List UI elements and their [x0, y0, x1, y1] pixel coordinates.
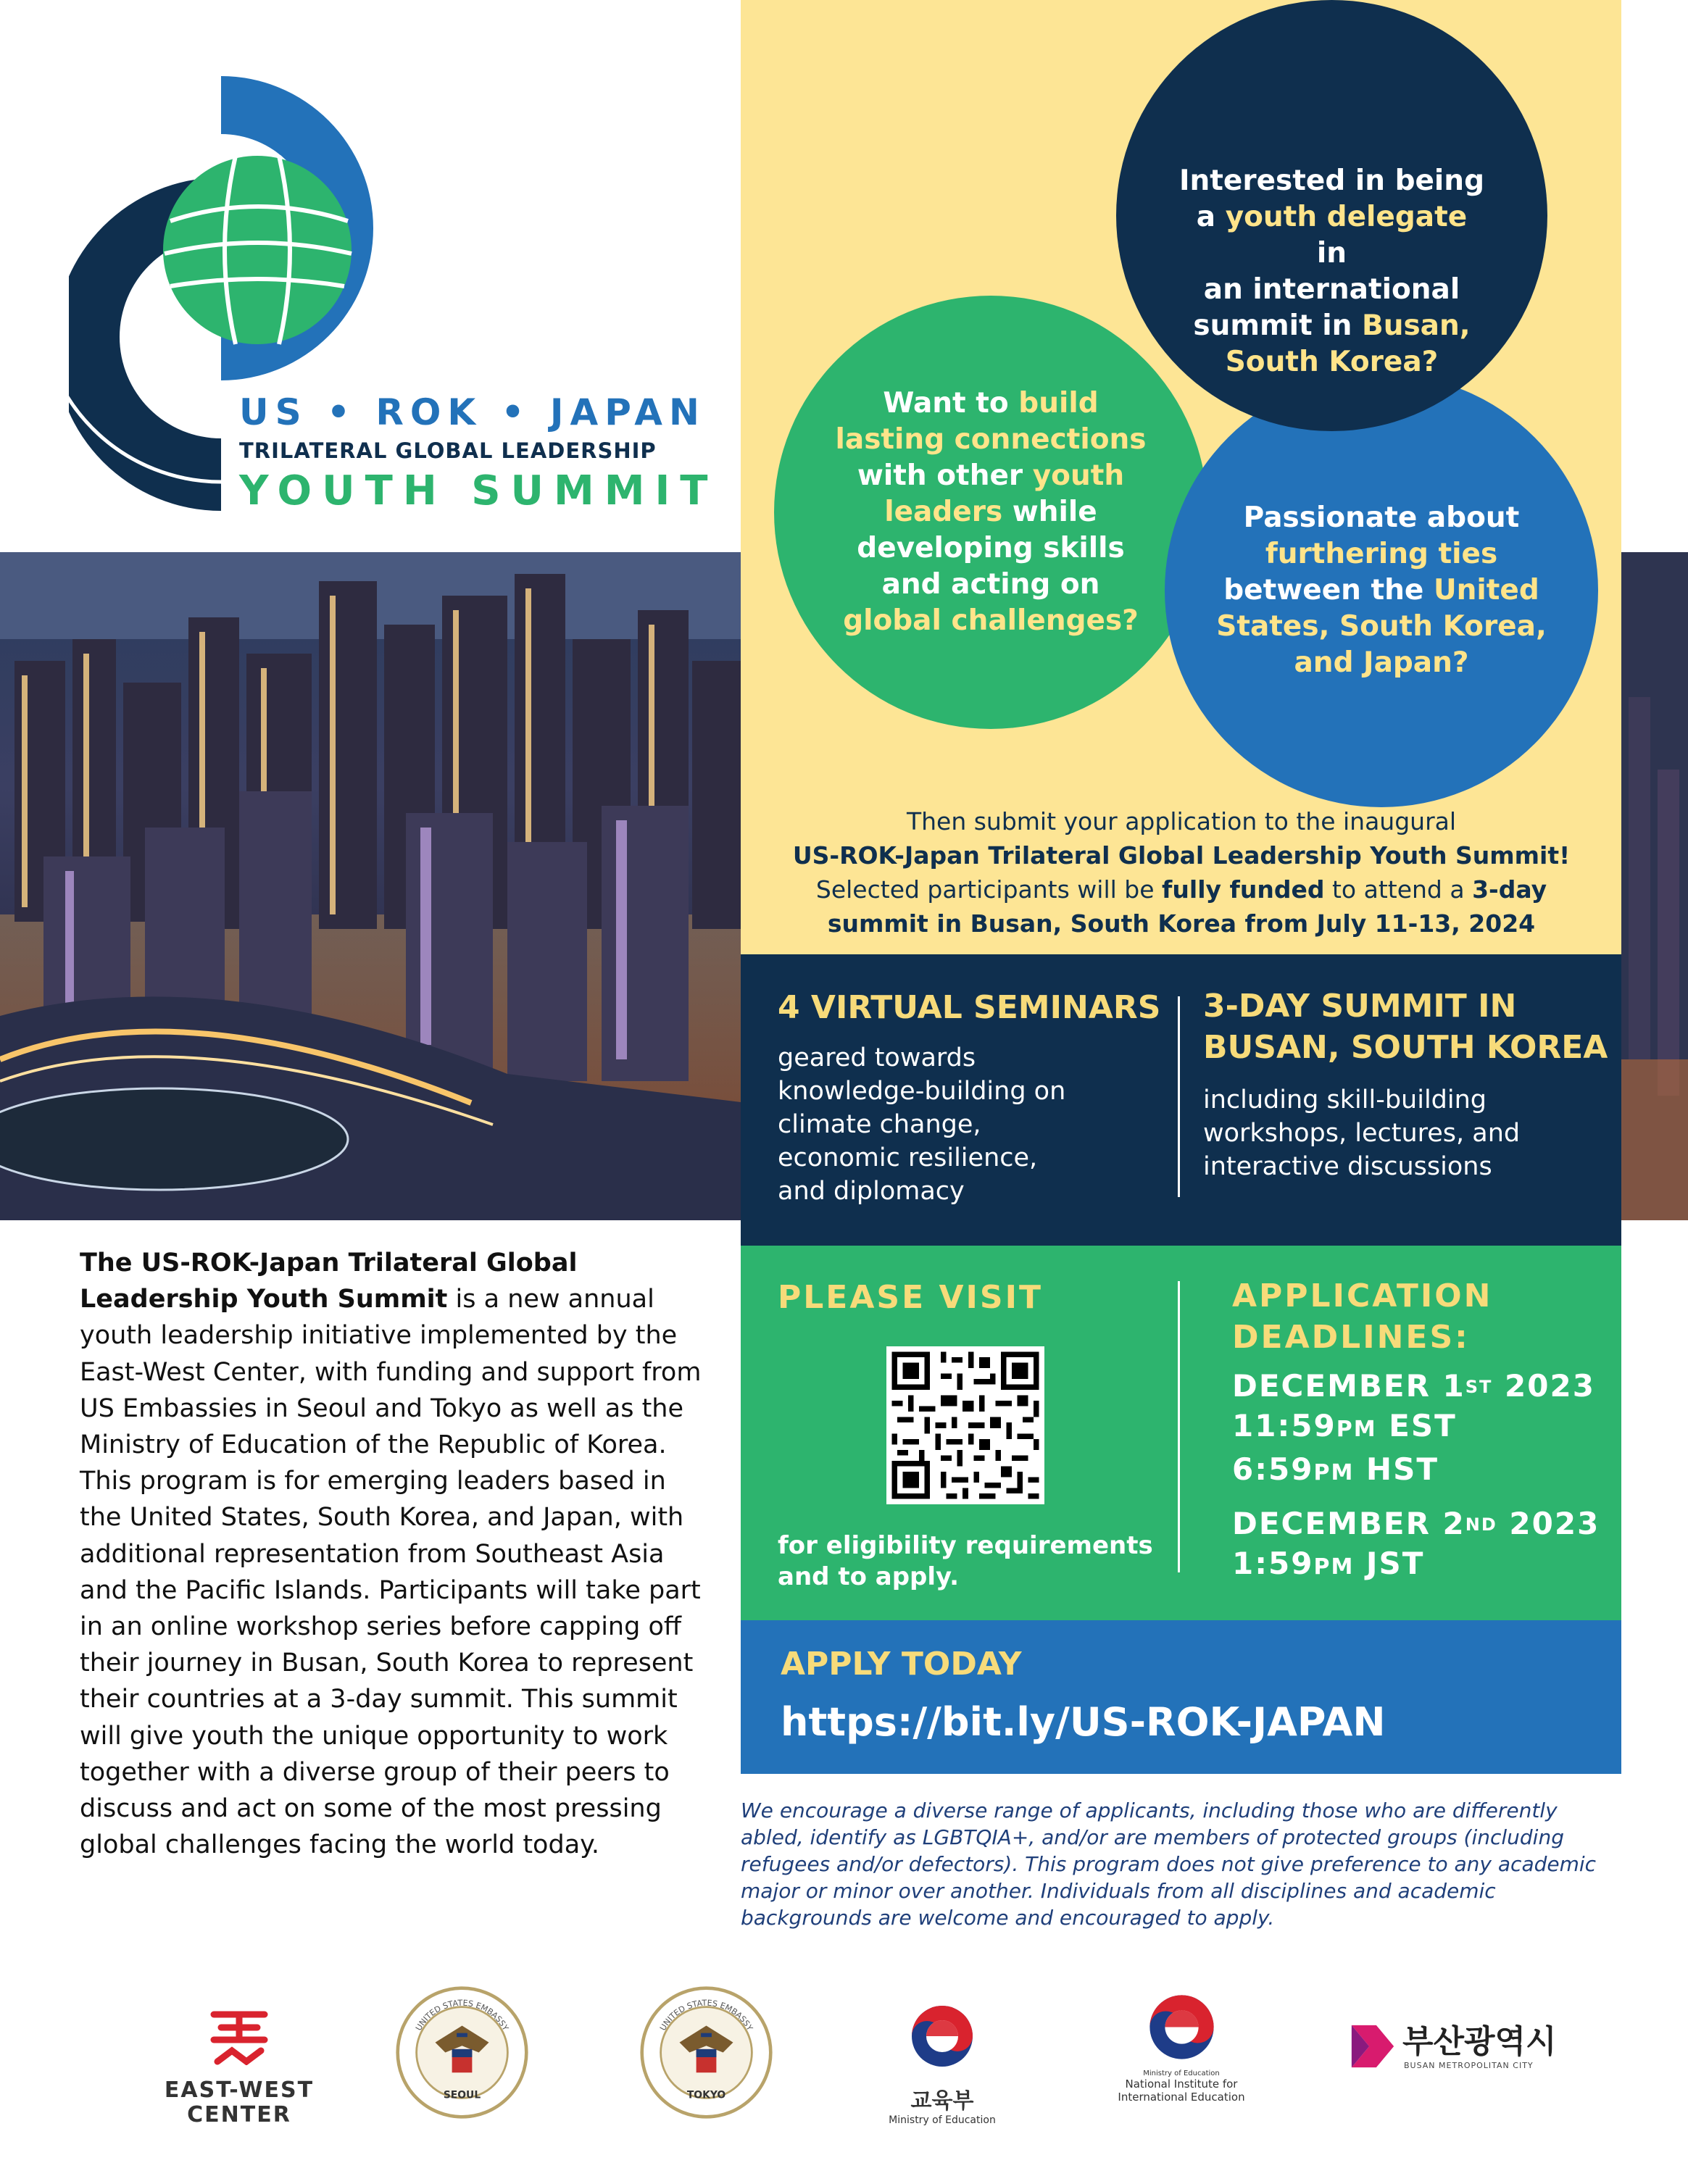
niie-logo: [1098, 1989, 1265, 2104]
busan-english-label: BUSAN METROPOLITAN CITY: [1404, 2061, 1534, 2070]
seminars-heading: 4 VIRTUAL SEMINARS: [778, 989, 1161, 1026]
busan-korean-label: 부산광역시: [1402, 2023, 1557, 2060]
logo-line-countries: US • ROK • JAPAN: [239, 391, 706, 433]
niie-small-label: Ministry of Education: [1143, 2070, 1220, 2077]
diversity-note: We encourage a diverse range of applicants, including those who are differently abled, identify as LGBTQIA+, and/or are members of protected groups (including refugees and/or defectors). This program does not give preference to any academic major or minor over another. Individuals from all disciplines and academic backgrounds are welcome and encouraged to apply.: [741, 1799, 1597, 1930]
taegeuk-icon: [906, 2000, 978, 2072]
us-embassy-tokyo-seal: [639, 1985, 773, 2120]
apply-link[interactable]: https://bit.ly/US-ROK-JAPAN: [781, 1699, 1386, 1745]
visit-heading: PLEASE VISIT: [778, 1279, 1043, 1316]
summit-description: including skill-building workshops, lectures, and interactive discussions: [1203, 1085, 1521, 1181]
east-west-center-logo: EAST-WEST CENTER: [156, 2007, 323, 2127]
us-embassy-seoul-seal: [395, 1985, 529, 2120]
program-description: The US-ROK-Japan Trilateral Global Leadership Youth Summit is a new annual youth leadership initiative implemented by the East-West Center, with funding and support from US Embassies in Seoul and Tokyo as well as the Ministry of Education of the Republic of Korea. This program is for emerging leaders based in the United States, South Korea, and Japan, with additional representation from Southeast Asia and the Pacific Islands. Participants will take part in an online workshop series before capping off their journey in Busan, South Korea to represent their countries at a 3-day summit. This summit will give youth the unique opportunity to work together with a diverse group of their peers to discuss and act on some of the most pressing global challenges facing the world today.: [80, 1249, 702, 1860]
apply-heading: APPLY TODAY: [781, 1646, 1022, 1683]
program-divider: [1178, 996, 1180, 1197]
second-deadline: DECEMBER 2ND 2023 1:59PM JST: [1232, 1506, 1600, 1581]
qr-code[interactable]: [886, 1346, 1044, 1504]
busan-city-logo: [1348, 2022, 1558, 2080]
taegeuk-icon: [1144, 1989, 1220, 2065]
visit-divider: [1178, 1281, 1180, 1572]
moe-korean-label: 교육부: [910, 2088, 974, 2114]
first-deadline: DECEMBER 1ST 2023 11:59PM EST 6:59PM HST: [1232, 1368, 1595, 1487]
ties-circle: Passionate about furthering ties between the United States, South Korea, and Japan?: [1165, 374, 1598, 807]
submit-callout: Then submit your application to the inaugural US-ROK-Japan Trilateral Global Leadership Youth Summit! Selected participants will be fully funded to attend a 3-day summit in Busan, South Korea from July 11-13, 2024: [792, 807, 1571, 938]
logo-line-trilateral: TRILATERAL GLOBAL LEADERSHIP: [239, 438, 657, 463]
connections-circle: Want to build lasting connections with other youth leaders while developing skills and acting on global challenges?: [774, 296, 1207, 729]
busan-city-photo: [0, 552, 747, 1220]
summit-heading: 3-DAY SUMMIT IN BUSAN, SOUTH KOREA: [1203, 988, 1608, 1066]
ministry-of-education-logo: [881, 2000, 1004, 2126]
moe-english-label: Ministry of Education: [889, 2114, 996, 2126]
logo-line-youth-summit: YOUTH SUMMIT: [239, 467, 718, 514]
delegate-circle: Interested in being a youth delegate in an international summit in Busan, South Korea?: [1116, 0, 1547, 431]
seoul-seal-arc-text: UNITED STATES EMBASSY: [414, 1998, 511, 2033]
tokyo-seal-arc-text: UNITED STATES EMBASSY: [658, 1998, 755, 2033]
niie-name-line2: International Education: [1118, 2091, 1245, 2104]
ewc-mark-icon: [203, 2007, 275, 2065]
seminars-description: geared towards knowledge-building on climate change, economic resilience, and diplomacy: [778, 1043, 1066, 1206]
busan-mark-icon: [1348, 2022, 1397, 2071]
deadlines-heading: APPLICATION DEADLINES:: [1232, 1278, 1493, 1356]
visit-description: for eligibility requirements and to apply.: [778, 1531, 1153, 1591]
seoul-label: SEOUL: [443, 2089, 481, 2101]
busan-city-photo-edge: [1621, 552, 1688, 1220]
tokyo-label: TOKYO: [686, 2089, 726, 2101]
niie-name-line1: National Institute for: [1125, 2077, 1238, 2091]
